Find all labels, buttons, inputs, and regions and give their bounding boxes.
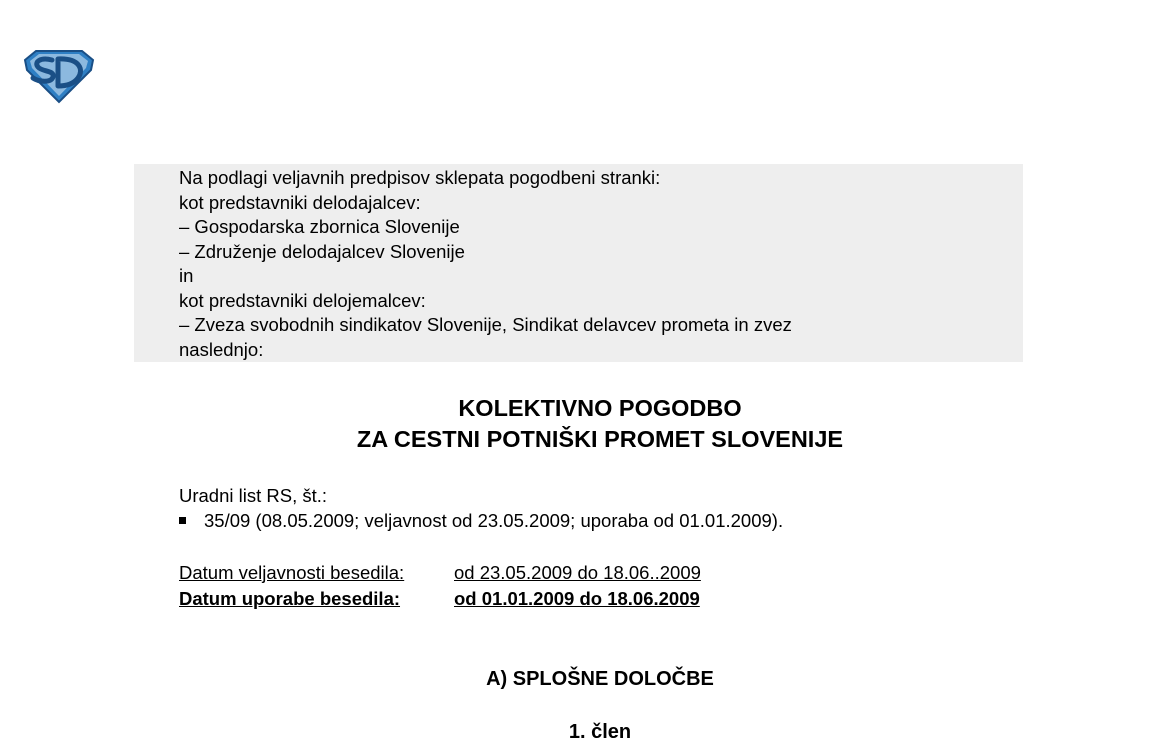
preamble-line: kot predstavniki delodajalcev:: [179, 191, 421, 213]
preamble-block: [134, 164, 1023, 362]
gazette-entry-text: 35/09 (08.05.2009; veljavnost od 23.05.2009; uporaba od 01.01.2009).: [204, 510, 784, 531]
text-use-label: Datum uporabe besedila:: [179, 588, 401, 609]
gazette-entry: [179, 509, 783, 533]
article-heading: 1. člen: [568, 721, 632, 743]
preamble-line: – Združenje delodajalcev Slovenije: [179, 240, 465, 262]
preamble-text: [179, 166, 792, 362]
square-bullet-icon: [179, 517, 186, 524]
preamble-line: naslednjo:: [179, 338, 264, 360]
section-heading: A) SPLOŠNE DOLOČBE: [486, 668, 714, 690]
preamble-line: kot predstavniki delojemalcev:: [179, 289, 426, 311]
preamble-line: Na podlagi veljavnih predpisov sklepata pogodbeni stranki:: [179, 167, 661, 188]
document-title-line-2: ZA CESTNI POTNIŠKI PROMET SLOVENIJE: [356, 426, 844, 452]
document-title-line-1: KOLEKTIVNO POGODBO: [458, 395, 742, 421]
preamble-line: in: [179, 265, 194, 286]
preamble-line: – Gospodarska zbornica Slovenije: [179, 216, 460, 237]
text-validity-value: od 23.05.2009 do 18.06..2009: [454, 562, 701, 583]
preamble-line: – Zveza svobodnih sindikatov Slovenije, Sindikat delavcev prometa in zvez: [179, 314, 792, 335]
sd-shield-logo: [22, 48, 96, 104]
text-validity-label: Datum veljavnosti besedila:: [179, 562, 405, 583]
logo-graphic: [22, 48, 96, 104]
text-use-value: od 01.01.2009 do 18.06.2009: [454, 588, 700, 609]
text-validity-row: [179, 561, 701, 585]
gazette-label: Uradni list RS, št.:: [179, 485, 328, 506]
text-use-row: [179, 587, 700, 611]
